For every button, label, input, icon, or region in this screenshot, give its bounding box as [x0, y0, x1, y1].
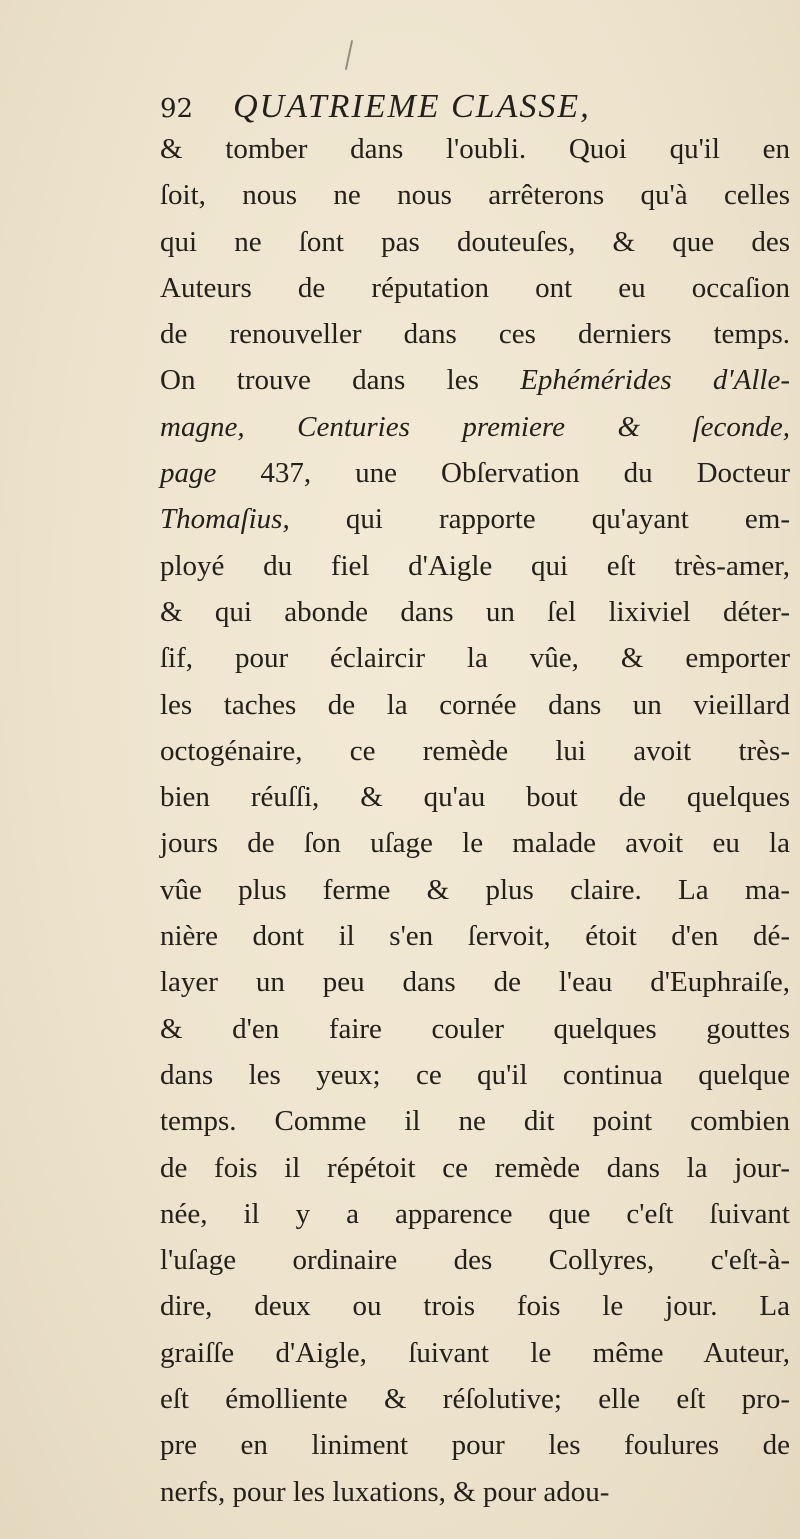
text-run: née, il y a apparence que c'eſt ſuivant	[160, 1197, 790, 1230]
text-line	[160, 126, 790, 172]
text-run: Auteurs de réputation ont eu occaſion	[160, 271, 790, 304]
text-run: temps. Comme il ne dit point combien	[160, 1105, 790, 1138]
text-line	[160, 1145, 790, 1191]
text-line	[160, 1469, 790, 1515]
text-run: ſif, pour éclaircir la vûe, & emporter	[160, 642, 790, 675]
text-line	[160, 357, 790, 403]
text-run: les taches de la cornée dans un vieillard	[160, 688, 790, 721]
text-line	[160, 311, 790, 357]
text-run: nière dont il s'en ſervoit, étoit d'en dé-	[160, 920, 790, 953]
text-line	[160, 450, 790, 496]
text-run: eſt émolliente & réſolutive; elle eſt pro-	[160, 1383, 790, 1416]
text-line	[160, 820, 790, 866]
text-run: vûe plus ferme & plus claire. La ma-	[160, 873, 790, 906]
text-line	[160, 1006, 790, 1052]
text-run: On trouve dans les	[160, 364, 521, 397]
text-run: dans les yeux; ce qu'il continua quelque	[160, 1058, 790, 1091]
text-run: & d'en faire couler quelques gouttes	[160, 1012, 790, 1045]
text-line	[160, 1237, 790, 1283]
text-line	[160, 172, 790, 218]
text-run: de renouveller dans ces derniers temps.	[160, 318, 790, 351]
text-run: ſoit, nous ne nous arrêterons qu'à celles	[160, 179, 790, 212]
text-line	[160, 1191, 790, 1237]
italic-run: Thomaſius,	[160, 503, 290, 536]
italic-run: Ephémérides d'Alle-	[520, 364, 790, 397]
text-run: pre en liniment pour les foulures de	[160, 1429, 790, 1462]
text-line	[160, 543, 790, 589]
text-run: 437, une Obſervation du Docteur	[216, 457, 790, 490]
text-run: octogénaire, ce remède lui avoit très-	[160, 734, 790, 767]
italic-run: page	[160, 457, 217, 490]
text-line	[160, 589, 790, 635]
text-run: nerfs, pour les luxations, & pour adou-	[160, 1475, 610, 1508]
ink-mark	[345, 40, 353, 70]
text-line	[160, 1376, 790, 1422]
text-run: bien réuſſi, & qu'au bout de quelques	[160, 781, 790, 814]
text-line	[160, 959, 790, 1005]
text-run: layer un peu dans de l'eau d'Euphraiſe,	[160, 966, 790, 999]
text-line	[160, 635, 790, 681]
text-run: graiſſe d'Aigle, ſuivant le même Auteur,	[160, 1336, 790, 1369]
text-run: de fois il répétoit ce remède dans la jour-	[160, 1151, 790, 1184]
text-line	[160, 1422, 790, 1468]
text-run: qui ne ſont pas douteuſes, & que des	[160, 225, 790, 258]
text-line	[160, 404, 790, 450]
text-line	[160, 774, 790, 820]
page-number: 92	[160, 94, 194, 124]
text-run: dire, deux ou trois fois le jour. La	[160, 1290, 790, 1323]
text-line	[160, 867, 790, 913]
text-run: qui rapporte qu'ayant em-	[289, 503, 790, 536]
text-line	[160, 913, 790, 959]
text-line	[160, 728, 790, 774]
text-run: & tomber dans l'oubli. Quoi qu'il en	[160, 133, 790, 165]
text-run: jours de ſon uſage le malade avoit eu la	[160, 827, 790, 860]
text-line	[160, 496, 790, 542]
text-run: ployé du fiel d'Aigle qui eſt très-amer,	[160, 549, 790, 582]
text-line	[160, 1283, 790, 1329]
italic-run: magne, Centuries premiere & ſeconde,	[160, 410, 790, 443]
body-text	[160, 126, 790, 1515]
text-line	[160, 682, 790, 728]
text-line	[160, 219, 790, 265]
text-line	[160, 1330, 790, 1376]
text-line	[160, 1098, 790, 1144]
page-header	[160, 88, 660, 128]
running-title: QUATRIEME CLASSE,	[233, 88, 591, 125]
text-run: & qui abonde dans un ſel lixiviel déter-	[160, 595, 790, 628]
text-line	[160, 265, 790, 311]
text-run: l'uſage ordinaire des Collyres, c'eſt-à-	[160, 1244, 790, 1277]
text-line	[160, 1052, 790, 1098]
